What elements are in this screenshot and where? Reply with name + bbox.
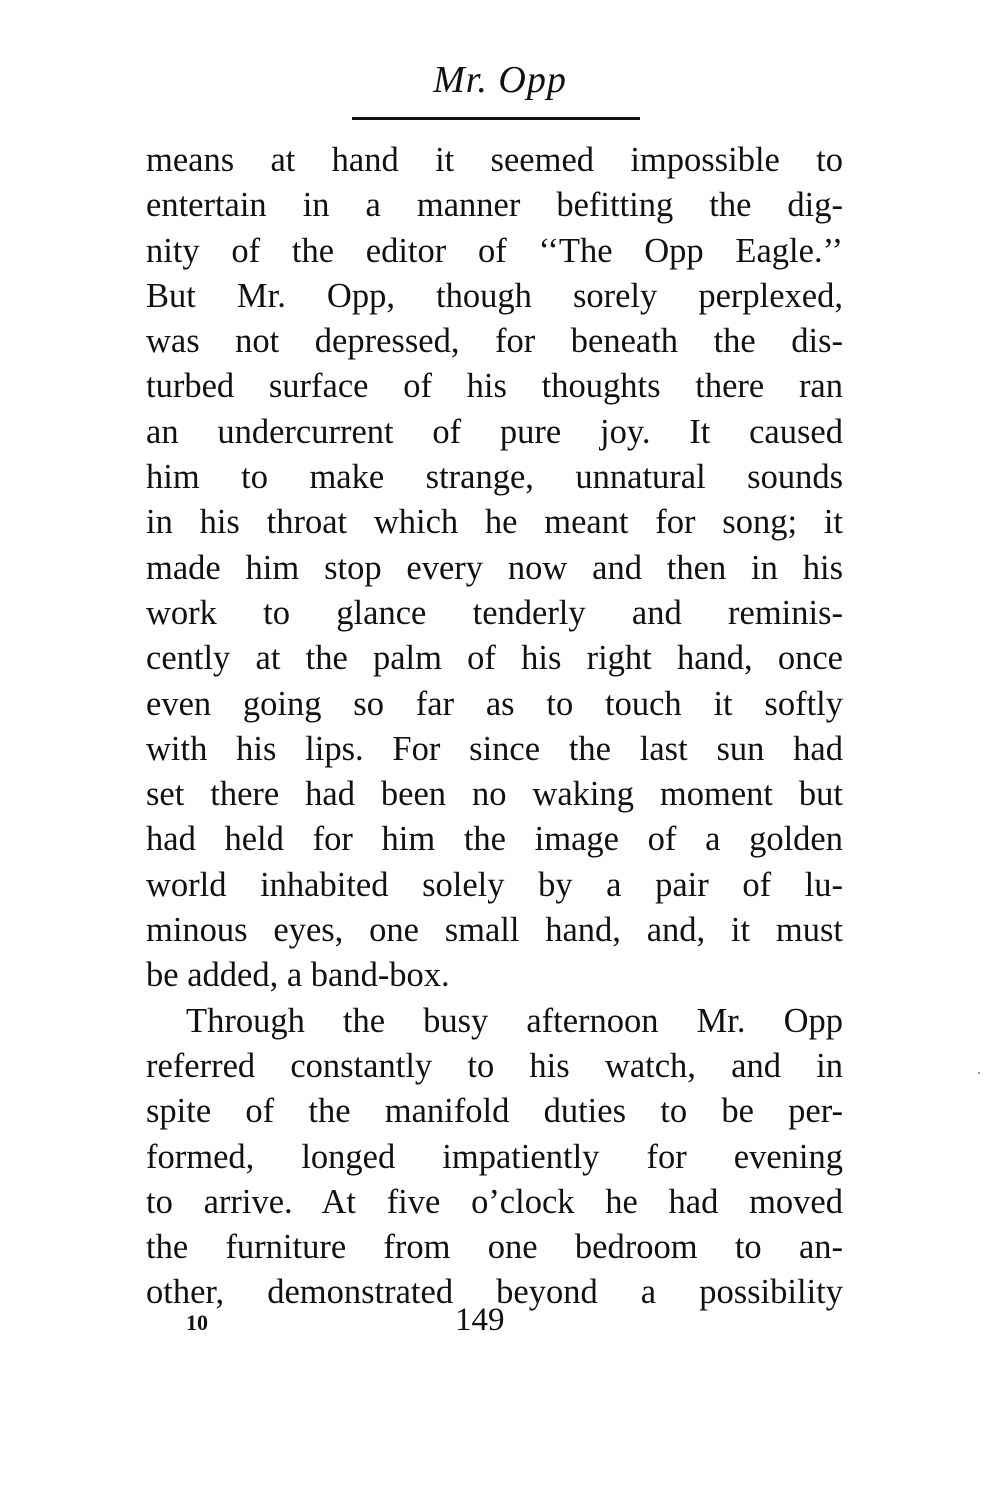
text-line: work to glance tenderly and reminis- bbox=[146, 593, 843, 632]
text-line: set there had been no waking moment but bbox=[146, 775, 843, 814]
text-line: spite of the manifold duties to be per- bbox=[146, 1092, 843, 1131]
text-line: be added, a band-box. bbox=[146, 956, 450, 995]
text-line: cently at the palm of his right hand, once bbox=[146, 639, 843, 678]
text-line: an undercurrent of pure joy. It caused bbox=[146, 412, 843, 451]
text-line: him to make strange, unnatural sounds bbox=[146, 458, 843, 497]
text-line: had held for him the image of a golden bbox=[146, 820, 843, 859]
text-line: was not depressed, for beneath the dis- bbox=[146, 322, 843, 361]
running-head: Mr. Opp bbox=[433, 59, 567, 101]
edge-speck bbox=[978, 1072, 980, 1074]
text-line: made him stop every now and then in his bbox=[146, 548, 843, 587]
signature-mark: 10 bbox=[186, 1310, 208, 1335]
text-line: the furniture from one bedroom to an- bbox=[146, 1228, 843, 1267]
text-line: with his lips. For since the last sun had bbox=[146, 729, 843, 768]
page-number: 149 bbox=[455, 1302, 505, 1338]
body-text bbox=[146, 138, 843, 1316]
text-line: world inhabited solely by a pair of lu- bbox=[146, 865, 843, 904]
text-line: Through the busy afternoon Mr. Opp bbox=[186, 1001, 843, 1040]
text-line: entertain in a manner befitting the dig- bbox=[146, 186, 843, 225]
text-line: turbed surface of his thoughts there ran bbox=[146, 367, 843, 406]
text-line: referred constantly to his watch, and in bbox=[146, 1046, 843, 1085]
text-line: even going so far as to touch it softly bbox=[146, 684, 843, 723]
text-line: to arrive. At five o’clock he had moved bbox=[146, 1182, 843, 1221]
text-line: minous eyes, one small hand, and, it must bbox=[146, 911, 843, 950]
text-line: But Mr. Opp, though sorely perplexed, bbox=[146, 276, 843, 315]
text-line: in his throat which he meant for song; it bbox=[146, 503, 843, 542]
text-line: means at hand it seemed impossible to bbox=[146, 141, 843, 179]
text-line: nity of the editor of ‘‘The Opp Eagle.’’ bbox=[146, 231, 843, 270]
header-rule bbox=[352, 117, 640, 120]
text-line: formed, longed impatiently for evening bbox=[146, 1137, 843, 1176]
text-line: other, demonstrated beyond a possibility bbox=[146, 1273, 843, 1312]
